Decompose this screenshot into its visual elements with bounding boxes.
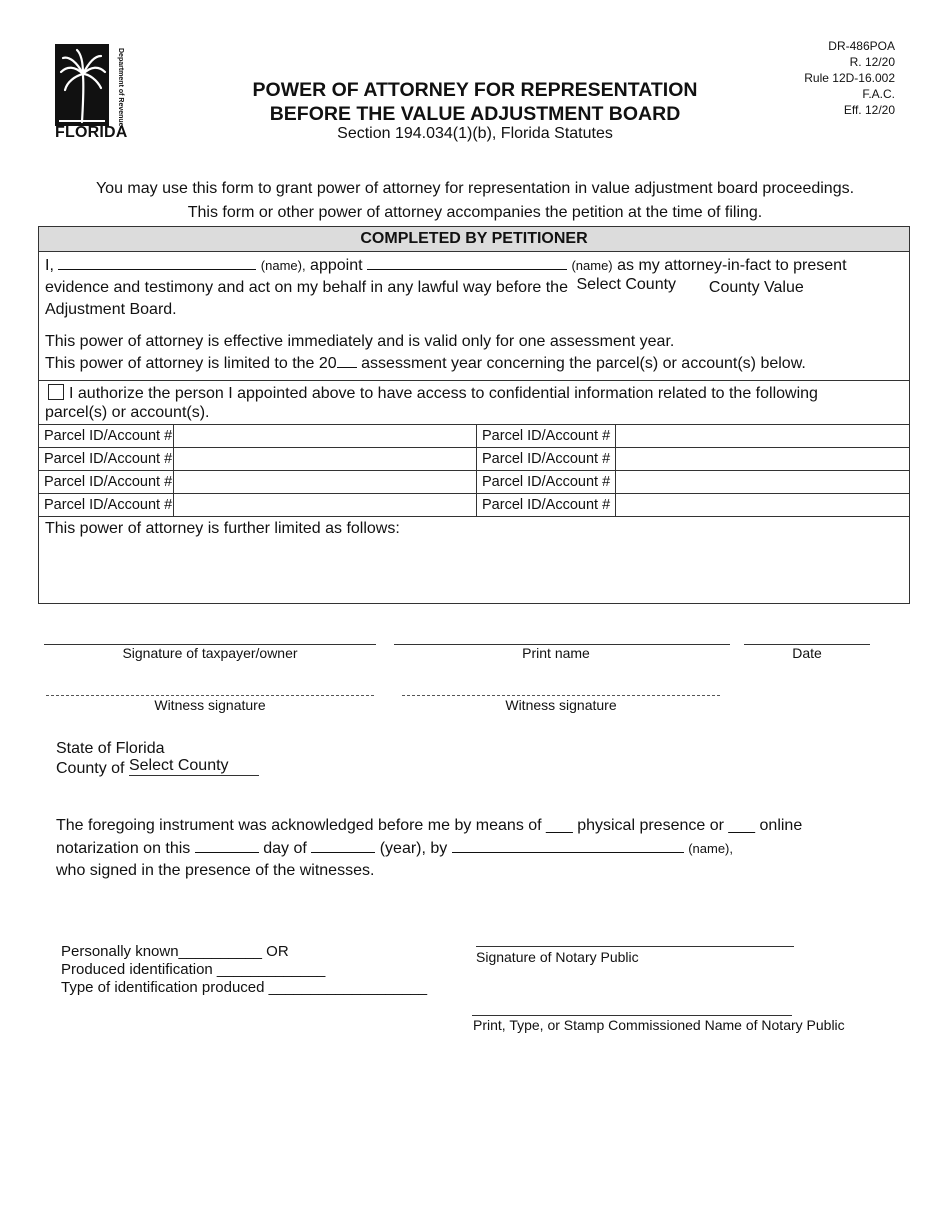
produced-id-field[interactable]: Produced identification _____________ bbox=[61, 961, 326, 978]
form-title bbox=[190, 78, 760, 126]
title-line-1: POWER OF ATTORNEY FOR REPRESENTATION bbox=[252, 79, 698, 101]
appointment-line bbox=[45, 255, 847, 277]
parcel-input-right[interactable] bbox=[616, 425, 908, 448]
authorize-line-2: parcel(s) or account(s). bbox=[45, 404, 210, 421]
authorize-text: I authorize the person I appointed above to have access to confidential information related to the following bbox=[69, 385, 818, 402]
notary-county-select[interactable]: Select County bbox=[129, 757, 259, 776]
parcel-label: Parcel ID/Account # bbox=[44, 451, 173, 467]
petitioner-name-field[interactable] bbox=[58, 255, 256, 270]
limited-year-line bbox=[45, 353, 806, 375]
parcel-label: Parcel ID/Account # bbox=[482, 428, 611, 444]
divider bbox=[39, 516, 909, 517]
attorney-in-fact-text: as my attorney-in-fact to present bbox=[617, 257, 847, 274]
logo-text: FLORIDA bbox=[55, 124, 128, 141]
parcel-label: Parcel ID/Account # bbox=[482, 474, 611, 490]
authorize-checkbox[interactable] bbox=[48, 384, 64, 400]
parcel-input-left[interactable] bbox=[174, 425, 476, 448]
notary-month-field[interactable] bbox=[311, 838, 375, 853]
appoint-text: appoint bbox=[310, 257, 363, 274]
parcel-input-right[interactable] bbox=[616, 471, 908, 494]
further-limited-field[interactable] bbox=[45, 541, 903, 599]
name-hint: (name) bbox=[571, 258, 613, 273]
ack-line-2 bbox=[56, 838, 733, 860]
date-label: Date bbox=[792, 645, 822, 661]
ack-line-3: who signed in the presence of the witnesses. bbox=[56, 862, 375, 879]
notary-day-field[interactable] bbox=[195, 838, 259, 853]
state-text: State of Florida bbox=[56, 740, 165, 757]
form-subtitle: Section 194.034(1)(b), Florida Statutes bbox=[337, 125, 613, 142]
notary-signature-label: Signature of Notary Public bbox=[476, 949, 639, 965]
type-id-field[interactable]: Type of identification produced ___________________ bbox=[61, 979, 428, 996]
parcel-input-left[interactable] bbox=[174, 494, 476, 517]
assessment-year-field[interactable] bbox=[337, 353, 357, 368]
notary-signer-name-field[interactable] bbox=[452, 838, 684, 853]
personally-known-field[interactable]: Personally known__________ OR bbox=[61, 943, 289, 960]
board-line-end: Adjustment Board. bbox=[45, 301, 177, 318]
parcel-label: Parcel ID/Account # bbox=[44, 474, 173, 490]
palm-tree-icon bbox=[55, 44, 125, 126]
parcel-label: Parcel ID/Account # bbox=[482, 497, 611, 513]
county-select[interactable]: Select County bbox=[576, 276, 677, 293]
ack-text-a: notarization on this bbox=[56, 840, 191, 857]
form-number-line: Rule 12D-16.002 bbox=[804, 71, 895, 85]
board-text: evidence and testimony and act on my behalf in any lawful way before the bbox=[45, 279, 568, 296]
parcel-input-left[interactable] bbox=[174, 471, 476, 494]
notary-name-label: Print, Type, or Stamp Commissioned Name of Notary Public bbox=[473, 1017, 845, 1033]
witness1-label: Witness signature bbox=[154, 697, 266, 713]
ack-text-b: day of bbox=[263, 840, 307, 857]
witness1-signature-line[interactable] bbox=[46, 695, 374, 696]
dor-side-text: Department of Revenue bbox=[117, 48, 124, 126]
form-number-line: Eff. 12/20 bbox=[843, 103, 895, 117]
attorney-name-field[interactable] bbox=[367, 255, 567, 270]
parcel-row bbox=[39, 424, 909, 448]
parcel-label: Parcel ID/Account # bbox=[482, 451, 611, 467]
petitioner-section bbox=[38, 226, 910, 604]
parcel-row bbox=[39, 493, 909, 517]
county-value-text: County Value bbox=[708, 279, 804, 296]
parcel-input-right[interactable] bbox=[616, 448, 908, 471]
section-heading: COMPLETED BY PETITIONER bbox=[39, 227, 909, 252]
ack-line-1: The foregoing instrument was acknowledged before me by means of ___ physical presence or ___ online bbox=[56, 817, 803, 834]
county-line bbox=[56, 758, 259, 780]
print-name-label: Print name bbox=[522, 645, 590, 661]
intro-text bbox=[40, 177, 910, 225]
notary-signature-line[interactable] bbox=[476, 946, 794, 947]
parcel-row bbox=[39, 470, 909, 494]
divider bbox=[39, 380, 909, 381]
further-limited-text: This power of attorney is further limited as follows: bbox=[45, 520, 400, 537]
intro-line-1: You may use this form to grant power of attorney for representation in value adjustment board proceedings. bbox=[95, 180, 855, 197]
board-line bbox=[45, 277, 804, 299]
form-number-block bbox=[755, 38, 895, 118]
parcel-input-right[interactable] bbox=[616, 494, 908, 517]
i-prefix: I, bbox=[45, 257, 54, 274]
name-hint: (name), bbox=[688, 841, 733, 856]
effective-text: This power of attorney is effective immediately and is valid only for one assessment year. bbox=[45, 333, 675, 350]
county-prefix: County of bbox=[56, 760, 125, 777]
witness2-label: Witness signature bbox=[505, 697, 617, 713]
parcel-label: Parcel ID/Account # bbox=[44, 428, 173, 444]
name-hint: (name), bbox=[260, 258, 306, 273]
limited-suffix: assessment year concerning the parcel(s) or account(s) below. bbox=[361, 355, 806, 372]
parcel-input-left[interactable] bbox=[174, 448, 476, 471]
form-number-line: F.A.C. bbox=[862, 87, 895, 101]
taxpayer-signature-label: Signature of taxpayer/owner bbox=[122, 645, 298, 661]
intro-line-2: This form or other power of attorney accompanies the petition at the time of filing. bbox=[187, 204, 763, 221]
form-number-line: DR-486POA bbox=[828, 39, 895, 53]
ack-text-c: (year), by bbox=[379, 840, 448, 857]
parcel-label: Parcel ID/Account # bbox=[44, 497, 173, 513]
limited-prefix: This power of attorney is limited to the 20 bbox=[45, 355, 337, 372]
title-line-2: BEFORE THE VALUE ADJUSTMENT BOARD bbox=[269, 103, 681, 125]
parcel-row bbox=[39, 447, 909, 471]
form-number-line: R. 12/20 bbox=[849, 55, 895, 69]
witness2-signature-line[interactable] bbox=[402, 695, 720, 696]
